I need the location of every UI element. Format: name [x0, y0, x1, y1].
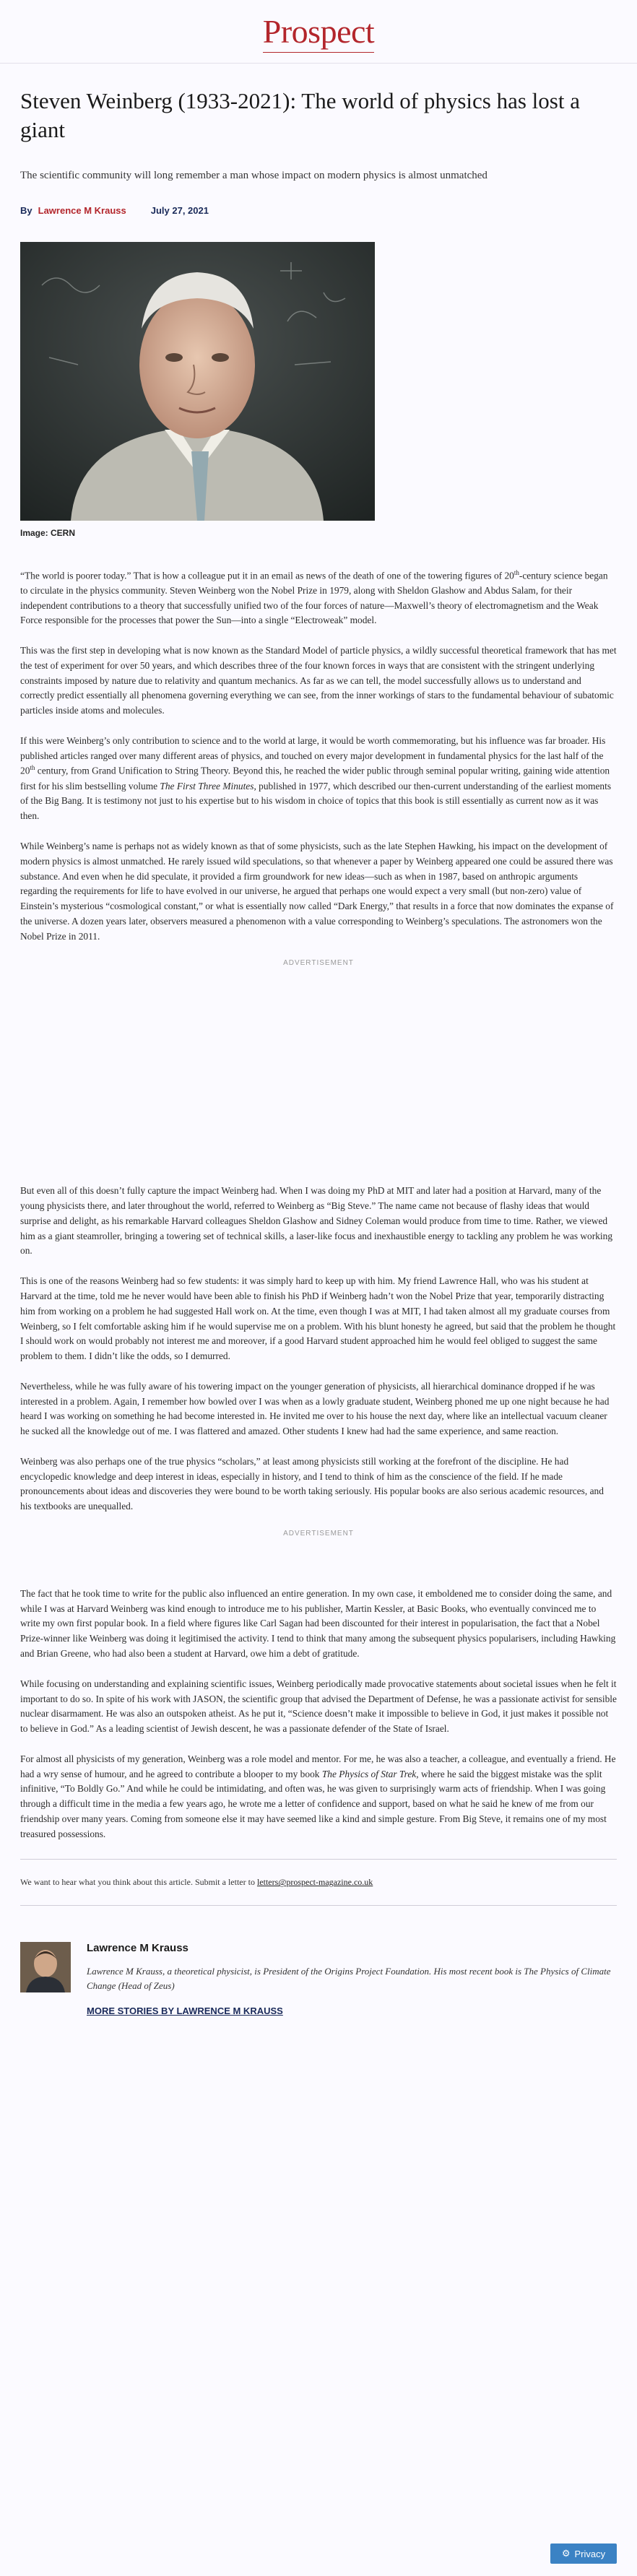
paragraph: While Weinberg’s name is perhaps not as widely known as that of some physicists, such as the late Stephen Hawking, his impact on the development of modern physics is almost unmatched. He rarely issued wild speculations, so that whenever a paper by Weinberg appeared one could be assured there was substance. And even when he did speculate, it provided a firm groundwork for new ideas—such as when in 1987, based on anthropic arguments regarding the requirements for life to have evolved in our universe, he argued that perhaps one would expect a very small (but non-zero) value of Einstein’s mysterious “cosmological constant,” or what is essentially now called “Dark Energy,” that results in a force that now dominates the expanse of the universe. A dozen years later, observers measured a phenomenon with a value corresponding to Weinberg’s speculations. The astronomers won the Nobel Prize in 2011. — [20, 841, 614, 942]
divider — [20, 1905, 617, 1906]
paragraph: This is one of the reasons Weinberg had so few students: it was simply hard to keep up with him. My friend Lawrence Hall, who was his student at Harvard at the time, told me he never would have been able to finish his PhD if Weinberg hadn’t won the Nobel Prize that year, temporarily distracting him from working on a problem he had suggested Hall work on. At the time, even though I was at MIT, I had taken almost all my graduate courses from Weinberg, so I felt comfortable asking him if he would supervise me on a problem. With his blunt honesty he agreed, but said that the problem he thought I should work on would probably not interest me and moreover, if a good Harvard student approached him he would feel obliged to suggest the same problem to them. I didn’t like the odds, so I demurred. — [20, 1275, 616, 1362]
hero-image — [20, 242, 375, 521]
prospect-logo[interactable]: Prospect — [262, 12, 375, 50]
paragraph: The fact that he took time to write for the public also influenced an entire generation. In my own case, it emboldened me to consider doing the same, and while I was at Harvard Weinberg was kind enough to introduce me to his publisher, Martin Kessler, at Basic Books, who eventually convinced me to write my own first popular book. In a field where figures like Carl Sagan had been discounted for their interest in popularisation, the fact that a Nobel Prize-winner like Weinberg was doing it legitimised the activity. I tend to think that many among the subsequent physics popularisers, including Hawking and Brian Greene, who had also been a student at Harvard, owe him a debt of gratitude. — [20, 1587, 616, 1659]
author-details — [87, 1942, 617, 2018]
paragraph: But even all of this doesn’t fully capture the impact Weinberg had. When I was doing my PhD at MIT and later had a position at Harvard, many of the young physicists there, and later throughout the world, referred to Weinberg as “Big Steve.” The name came not because of flashy ideas that would surprise and delight, as his remarkable Harvard colleagues Sheldon Glashow and Sidney Coleman would produce from time to time. Rather, we viewed him as a giant steamroller, bringing a towering set of technical skills, a laser-like focus and inexhaustible energy to tackling any problem he was working on. — [20, 1185, 613, 1257]
advertisement-label: ADVERTISEMENT — [283, 959, 354, 968]
paragraph: “The world is poorer today.” That is how a colleague put it in an email as news of the death of one of the towering figures of 20th-century science began to circulate in the physics community. Steven Weinberg won the Nobel Prize in 1979, along with Sheldon Glashow and Abdus Salam, for their independent contributions to a theory that successfully unified two of the four forces of nature—Maxwell’s theory of electromagnetism and the Weak Force responsible for the processes that power the Sun—into a single “Electroweak” model. — [20, 568, 608, 626]
letter-prefix: We want to hear what you think about this article. Submit a letter to — [20, 1877, 255, 1888]
privacy-button[interactable] — [550, 2544, 617, 2564]
advertisement-slot[interactable] — [20, 1538, 617, 1587]
author-avatar — [20, 1942, 71, 1992]
paragraph: Weinberg was also perhaps one of the true physics “scholars,” at least among physicists still working at the forefront of the discipline. He had encyclopedic knowledge and deep interest in ideas, especially in history, and I tend to think of him as the conscience of the field. If he made pronouncements about ideas and discoveries they were bound to be worth taking seriously. His popular books are also serious academic resources, and his textbooks are unequalled. — [20, 1455, 604, 1512]
article-standfirst: The scientific community will long remember a man whose impact on modern physics is almost unmatched — [20, 169, 488, 181]
byline-prefix: By — [20, 204, 32, 216]
paragraph: This was the first step in developing what is now known as the Standard Model of particle physics, a wildly successful theoretical framework that has met the test of experiment for over 50 years, and which describes three of the four known forces in ways that are consistent with the stringent underlying constraints imposed by nature due to relativity and quantum mechanics. As far as we can tell, the model successfully allows us to understand and correctly predict essentially all phenomena governing everything we can see, from the inner workings of stars to the fundamental behaviour of subatomic particles inside atoms and molecules. — [20, 645, 617, 716]
divider — [20, 1859, 617, 1860]
image-caption: Image: CERN — [20, 527, 76, 538]
gear-icon: ⚙ — [561, 2548, 571, 2559]
author-link[interactable]: Lawrence M Krauss — [38, 204, 126, 216]
advertisement-label: ADVERTISEMENT — [283, 1529, 354, 1538]
publish-date: July 27, 2021 — [150, 204, 209, 216]
site-header — [0, 0, 637, 64]
letters-email-link[interactable]: letters@prospect-magazine.co.uk — [256, 1877, 373, 1888]
privacy-label: Privacy — [574, 2548, 606, 2559]
paragraph: If this were Weinberg’s only contribution to science and to the world at large, it would be worth commemorating, but his influence was far broader. His published articles ranged over many different areas of physics, and touched on every major development in fundamental physics for the last half of the 20th century, from Grand Unification to String Theory. Beyond this, he reached the wider public through seminal popular writing, gaining wide attention first for his slim bestselling volume The First Three Minutes, published in 1977, which described our then-current understanding of the earliest moments of the Big Bang. It is testimony not just to his expertise but to his wisdom in choice of topics that this book is still essentially as current now as it was then. — [20, 734, 612, 822]
letter-note — [20, 1877, 617, 1888]
article-body — [20, 568, 617, 1842]
author-bio: Lawrence M Krauss, a theoretical physicist, is President of the Origins Project Foundation. His most recent book is The Physics of Climate Change (Head of Zeus) — [87, 1966, 611, 1991]
more-stories-link[interactable]: MORE STORIES BY LAWRENCE M KRAUSS — [87, 2005, 283, 2017]
article-title: Steven Weinberg (1933-2021): The world of physics has lost a giant — [20, 88, 580, 143]
author-box — [20, 1942, 617, 2018]
article — [0, 87, 637, 2018]
author-name: Lawrence M Krauss — [87, 1942, 188, 1955]
paragraph: Nevertheless, while he was fully aware of his towering impact on the younger generation of physicists, all hierarchical dominance dropped if he was interested in a problem. Again, I remember how bowled over I was when as a lowly graduate student, Weinberg phoned me up one night because he had heard I was working on something he had become interested in. He invited me over to his house the next day, where like an intellectual vacuum cleaner he sucked all the knowledge out of me. I was flattered and amazed. Other students I knew had had the same experience, and same reaction. — [20, 1380, 610, 1437]
byline — [20, 205, 617, 216]
advertisement-slot[interactable] — [20, 967, 617, 1184]
paragraph: While focusing on understanding and explaining scientific issues, Weinberg periodically made provocative statements about societal issues when he felt it important to do so. In spite of his work with JASON, the scientific group that advised the Department of Defense, he was a passionate activist for sensible nuclear disarmament. He was also an outspoken atheist. As he put it, “Science doesn’t make it impossible to believe in God, it just makes it possible not to believe in God.” As a leading scientist of Jewish descent, he was a passionate defender of the State of Israel. — [20, 1678, 617, 1735]
paragraph: For almost all physicists of my generation, Weinberg was a role model and mentor. For me, he was also a teacher, a colleague, and eventually a friend. He had a wry sense of humour, and he agreed to contribute a blooper to my book The Physics of Star Trek, where he said the biggest mistake was the split infinitive, “To Boldly Go.” And while he could be intimidating, and often was, he was given to surprisingly warm acts of friendship. When I was going through a difficult time in the media a few years ago, he wrote me a letter of confidence and support, based on what he said he knew of me from our friendship over many years. Coming from someone else it may have seemed like a kind and simple gesture. From Big Steve, it remains one of my most treasured possessions. — [20, 1753, 616, 1839]
portrait-photo — [20, 242, 375, 521]
